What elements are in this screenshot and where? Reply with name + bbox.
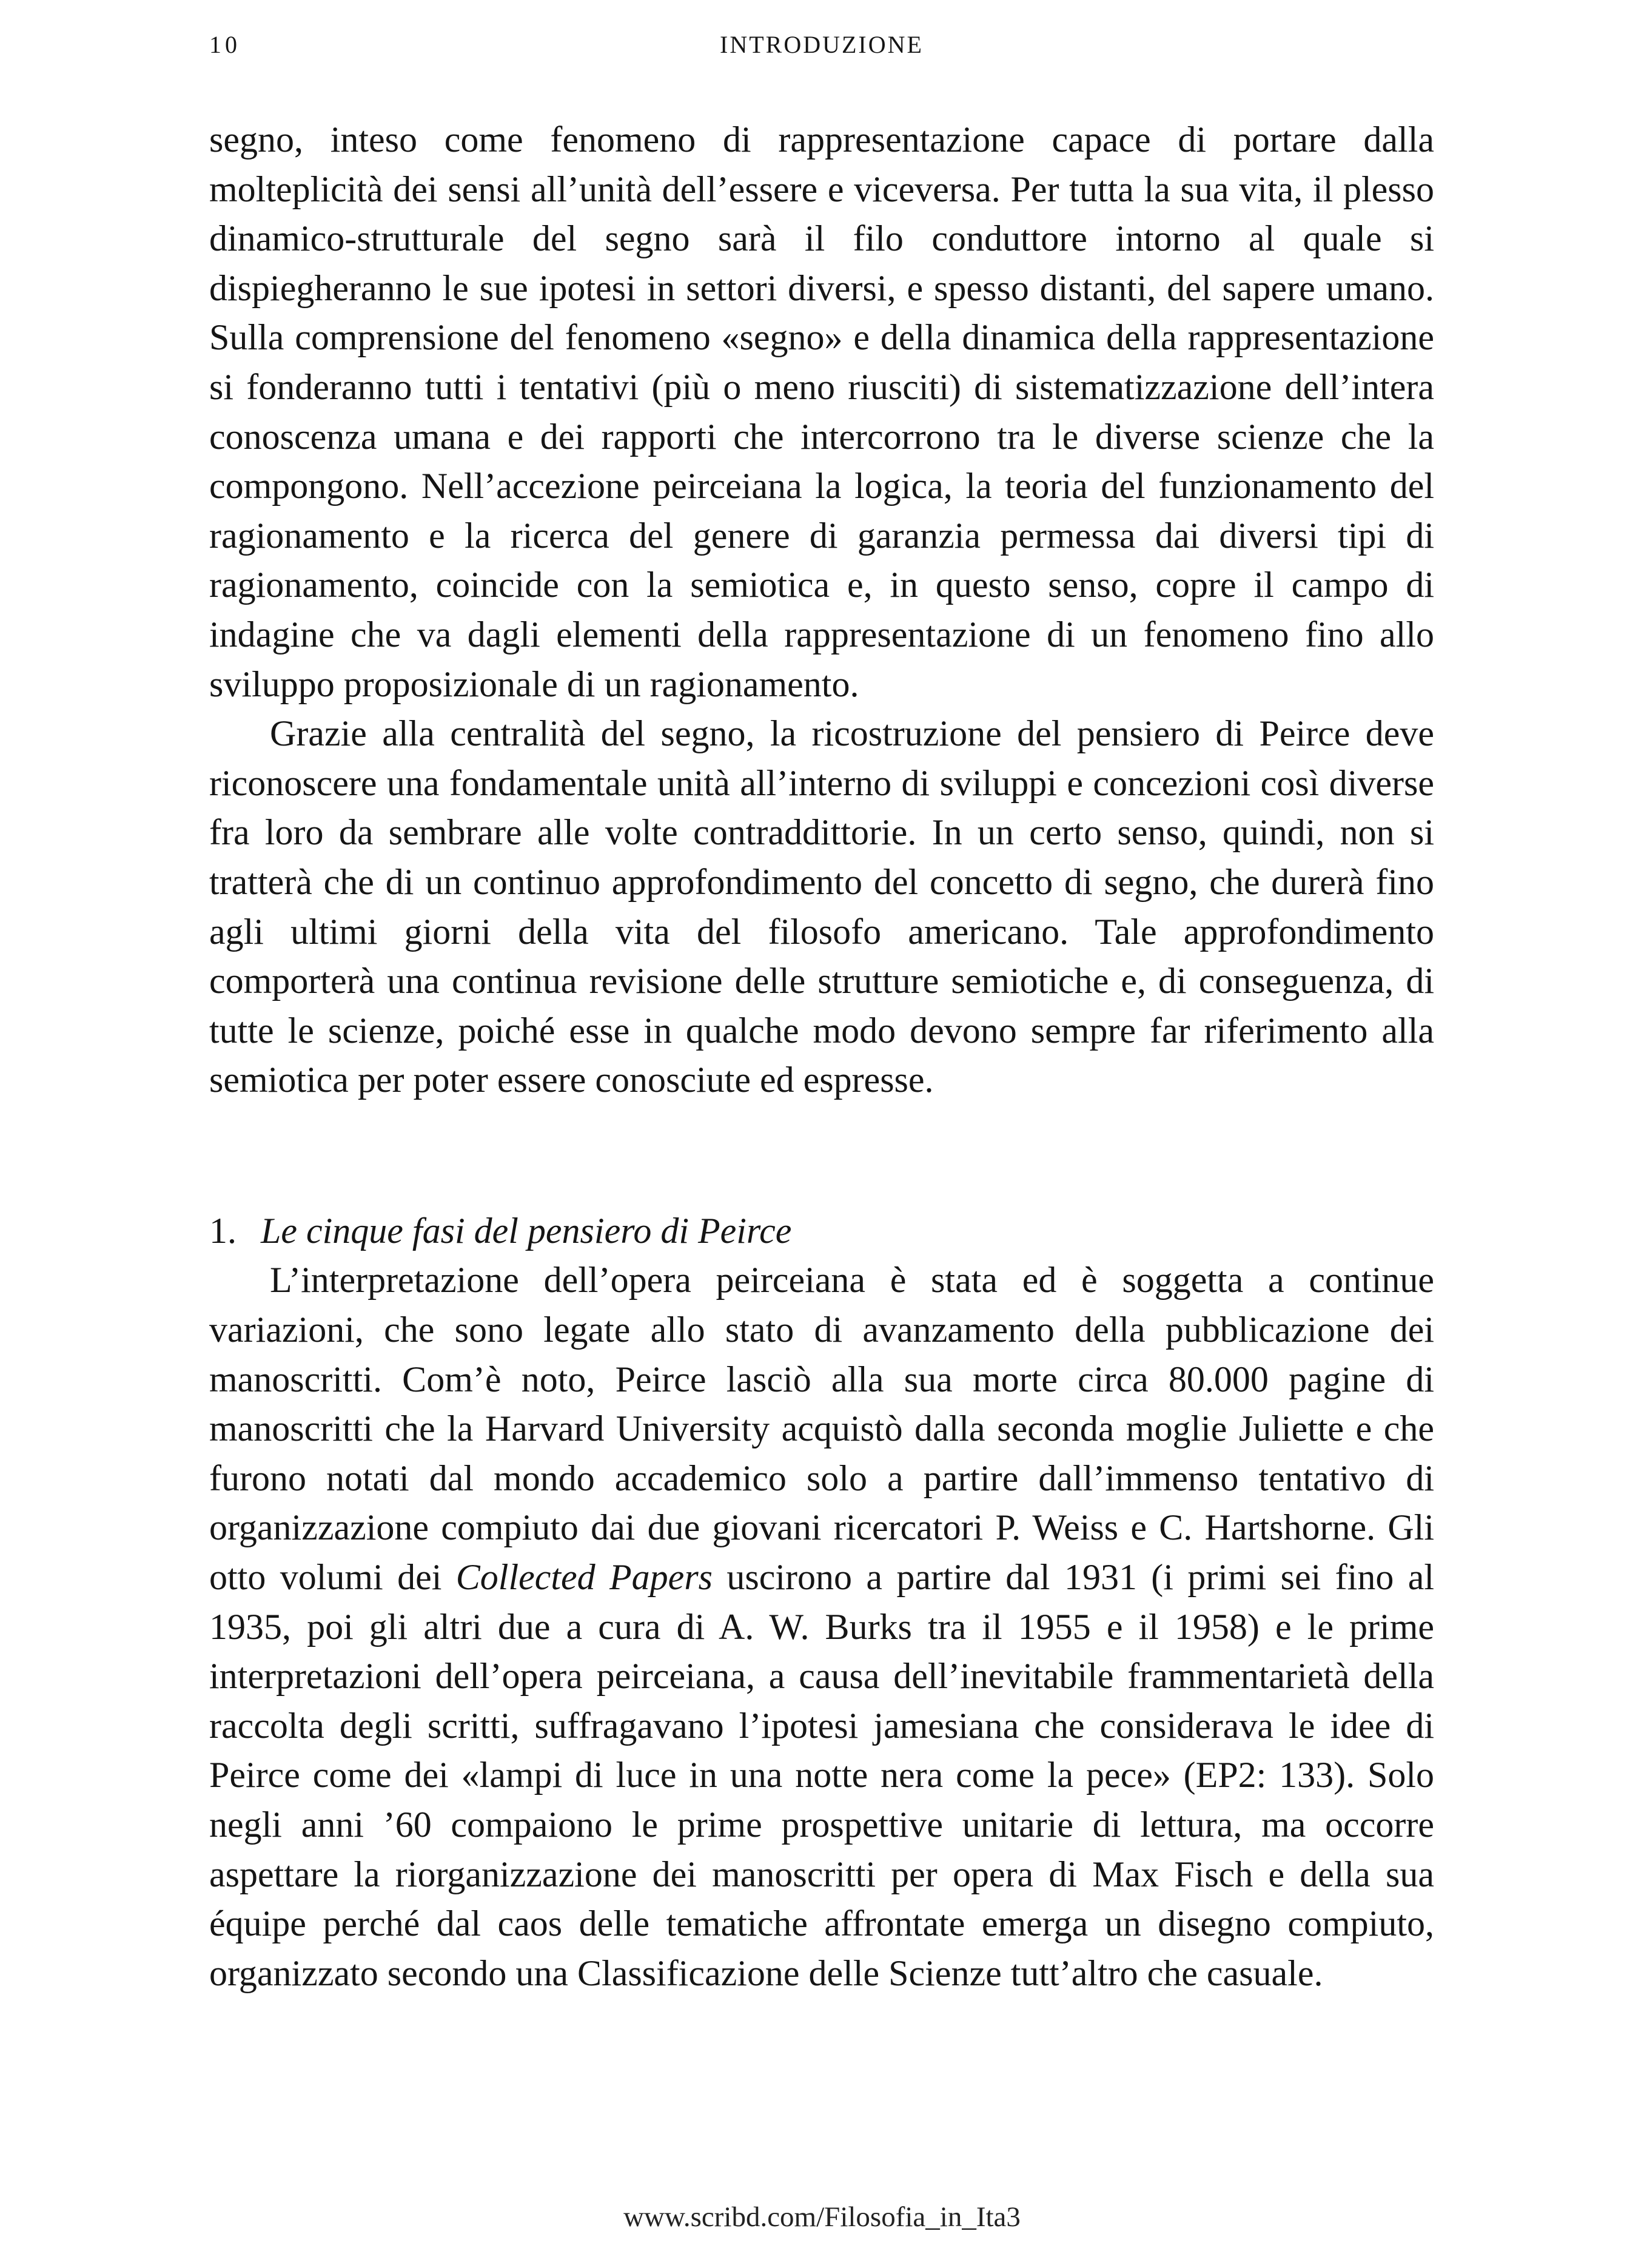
page-number: 10 [209, 31, 241, 58]
text-block [209, 115, 1434, 1998]
section-paragraph-text: L’interpretazione dell’opera peirceiana è stata ed è soggetta a continue variazioni, che sono legate allo stato di avanzamento della pubblicazione dei manoscritti. Com’è noto, Peirce lasciò alla sua morte circa 80.000 pagine di manoscritti che la Harvard University acquistò dalla seconda moglie Juliette e che furono notati dal mondo accademico solo a partire dall’immenso tentativo di organizzazione compiuto dai due giovani ricercatori P. Weiss e C. Hartshorne. Gli otto volumi dei [209, 1260, 1434, 1598]
book-title-italic: Collected Papers [455, 1557, 713, 1598]
paragraph: Grazie alla centralità del segno, la ricostruzione del pensiero di Peirce deve riconoscere una fondamentale unità all’interno di sviluppi e concezioni così diverse fra loro da sembrare alle volte contraddittorie. In un certo senso, quindi, non si tratterà che di un continuo approfondimento del concetto di segno, che durerà fino agli ultimi giorni della vita del filosofo americano. Tale approfondimento comporterà una continua revisione delle strutture semiotiche e, di conseguenza, di tutte le scienze, poiché esse in qualche modo devono sempre far riferimento alla semiotica per poter essere conosciute ed espresse. [209, 713, 1434, 1100]
footer-url: www.scribd.com/Filosofia_in_Ita3 [623, 2201, 1021, 2233]
section-title: Le cinque fasi del pensiero di Peirce [261, 1210, 792, 1251]
running-title: INTRODUZIONE [720, 31, 924, 58]
section-paragraph [209, 1256, 1434, 1998]
paragraph-continued: segno, inteso come fenomeno di rappresentazione capace di portare dalla molteplicità dei sensi all’unità dell’essere e viceversa. Per tutta la sua vita, il plesso dinamico-strutturale del segno sarà il filo conduttore intorno al quale si dispiegheranno le sue ipotesi in settori diversi, e spesso distanti, del sapere umano. Sulla comprensione del fenomeno «segno» e della dinamica della rappresentazione si fonderanno tutti i tentativi (più o meno riusciti) di sistematizzazione dell’intera conoscenza umana e dei rapporti che intercorrono tra le diverse scienze che la compongono. Nell’accezione peirceiana la logica, la teoria del funzionamento del ragionamento e la ricerca del genere di garanzia permessa dai diversi tipi di ragionamento, coincide con la semiotica e, in questo senso, copre il campo di indagine che va dagli elementi della rappresentazione di un fenomeno fino allo sviluppo proposizionale di un ragionamento. [209, 119, 1434, 704]
section-number: 1. [209, 1210, 237, 1251]
section-heading [209, 1206, 1434, 1256]
section-paragraph-text-continued: uscirono a partire dal 1931 (i primi sei fino al 1935, poi gli altri due a cura di A. W. Burks tra il 1955 e il 1958) e le prime interpretazioni dell’opera peirceiana, a causa dell’inevitabile frammentarietà della raccolta degli scritti, suffragavano l’ipotesi jamesiana che considerava le idee di Peirce come dei «lampi di luce in una notte nera come la pece» (EP2: 133). Solo negli anni ’60 compaiono le prime prospettive unitarie di lettura, ma occorre aspettare la riorganizzazione dei manoscritti per opera di Max Fisch e della sua équipe perché dal caos delle tematiche affrontate emerga un disegno compiuto, organizzato secondo una Classificazione delle Scienze tutt’altro che casuale. [209, 1557, 1434, 1993]
running-head [209, 30, 1434, 67]
